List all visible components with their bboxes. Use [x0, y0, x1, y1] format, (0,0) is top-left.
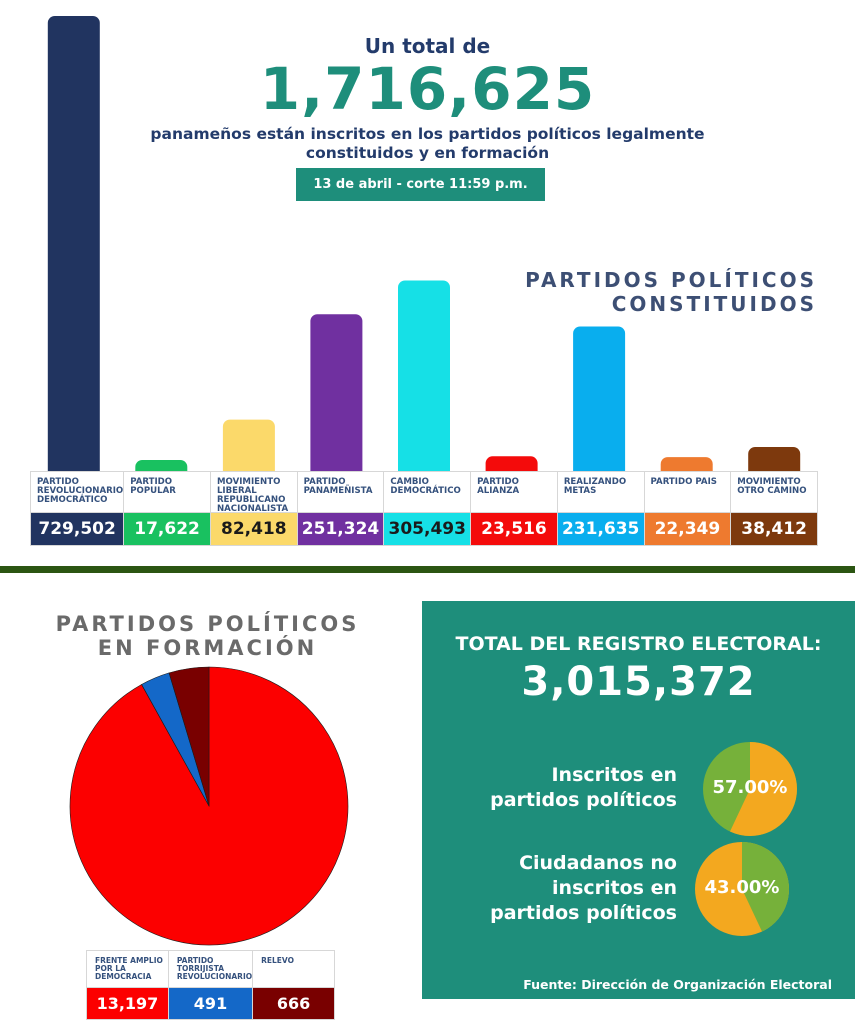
registry-title: TOTAL DEL REGISTRO ELECTORAL: [455, 633, 822, 655]
formation-value-label: 666 [253, 987, 334, 1019]
value-label: 17,622 [124, 512, 210, 545]
category-label: CAMBIO DEMOCRÁTICO [390, 477, 461, 496]
category-label: MOVIMIENTO OTRO CAMINO [737, 477, 807, 496]
header-lead: Un total de [364, 34, 491, 58]
value-label: 22,349 [645, 512, 731, 545]
label-cell [558, 472, 645, 545]
constituted-bar-chart [0, 0, 855, 475]
value-label: 82,418 [211, 512, 297, 545]
stat-enrolled-label-line: Inscritos en [551, 764, 677, 786]
header-total: 1,716,625 [259, 55, 596, 123]
formation-label-cell [253, 951, 334, 1019]
formation-label-cell [87, 951, 169, 1019]
stat-not-enrolled-value: 43.00% [704, 877, 780, 898]
value-label: 729,502 [31, 512, 123, 545]
formation-title-line2: EN FORMACIÓN [97, 636, 318, 660]
formation-category-label: PARTIDO TORRIJISTA REVOLUCIONARIO [176, 956, 253, 981]
bar-4 [398, 281, 450, 476]
category-label: REALIZANDO METAS [563, 477, 627, 496]
category-label: MOVIMIENTO LIBERAL REPUBLICANO NACIONALISTA [216, 477, 289, 512]
label-cell [645, 472, 732, 545]
date-badge-text: 13 de abril - corte 11:59 p.m. [313, 177, 528, 192]
category-label: PARTIDO POPULAR [130, 477, 176, 496]
label-cell [124, 472, 211, 545]
label-cell [384, 472, 471, 545]
label-cell [731, 472, 817, 545]
constituted-title-line1: PARTIDOS POLÍTICOS [525, 268, 817, 292]
stat-not-enrolled-label-line: partidos políticos [490, 902, 677, 924]
category-label: PARTIDO PANAMEÑISTA [303, 477, 373, 496]
value-label: 23,516 [471, 512, 557, 545]
category-label: PARTIDO PAIS [650, 477, 717, 487]
bar-0 [48, 16, 100, 475]
section-separator [0, 566, 855, 573]
category-label: PARTIDO ALIANZA [477, 477, 520, 496]
bar-2 [223, 420, 275, 475]
stat-not-enrolled-label-line: inscritos en [552, 877, 677, 899]
stat-enrolled-label-line: partidos políticos [490, 789, 677, 811]
registry-panel [422, 601, 855, 999]
category-label: PARTIDO REVOLUCIONARIO DEMOCRÁTICO [37, 477, 124, 505]
header-description: panameños están inscritos en los partidos políticos legalmente constituidos y en formación [150, 125, 705, 162]
bar-3 [310, 314, 362, 475]
constituted-label-table [30, 471, 818, 546]
formation-label-cell [169, 951, 253, 1019]
label-cell [31, 472, 124, 545]
formation-value-label: 491 [169, 987, 252, 1019]
registry-total: 3,015,372 [521, 659, 756, 705]
formation-title [30, 612, 385, 660]
formation-category-label: FRENTE AMPLIO POR LA DEMOCRACIA [95, 956, 163, 981]
stat-not-enrolled-label [490, 851, 677, 926]
stat-enrolled-value: 57.00% [712, 777, 788, 798]
formation-value-label: 13,197 [87, 987, 168, 1019]
value-label: 231,635 [558, 512, 644, 545]
value-label: 251,324 [298, 512, 384, 545]
stat-enrolled-label [490, 763, 677, 813]
stat-not-enrolled-label-line: Ciudadanos no [519, 852, 677, 874]
value-label: 305,493 [384, 512, 470, 545]
formation-label-table [86, 950, 335, 1020]
formation-title-line1: PARTIDOS POLÍTICOS [55, 612, 360, 636]
constituted-title [525, 268, 817, 316]
value-label: 38,412 [731, 512, 817, 545]
formation-category-label: RELEVO [261, 956, 294, 965]
label-cell [471, 472, 558, 545]
constituted-title-line2: CONSTITUIDOS [611, 292, 817, 316]
label-cell [211, 472, 298, 545]
bar-6 [573, 327, 625, 476]
source-note: Fuente: Dirección de Organización Electoral [523, 977, 832, 992]
label-cell [298, 472, 385, 545]
formation-pie-chart [68, 665, 350, 947]
